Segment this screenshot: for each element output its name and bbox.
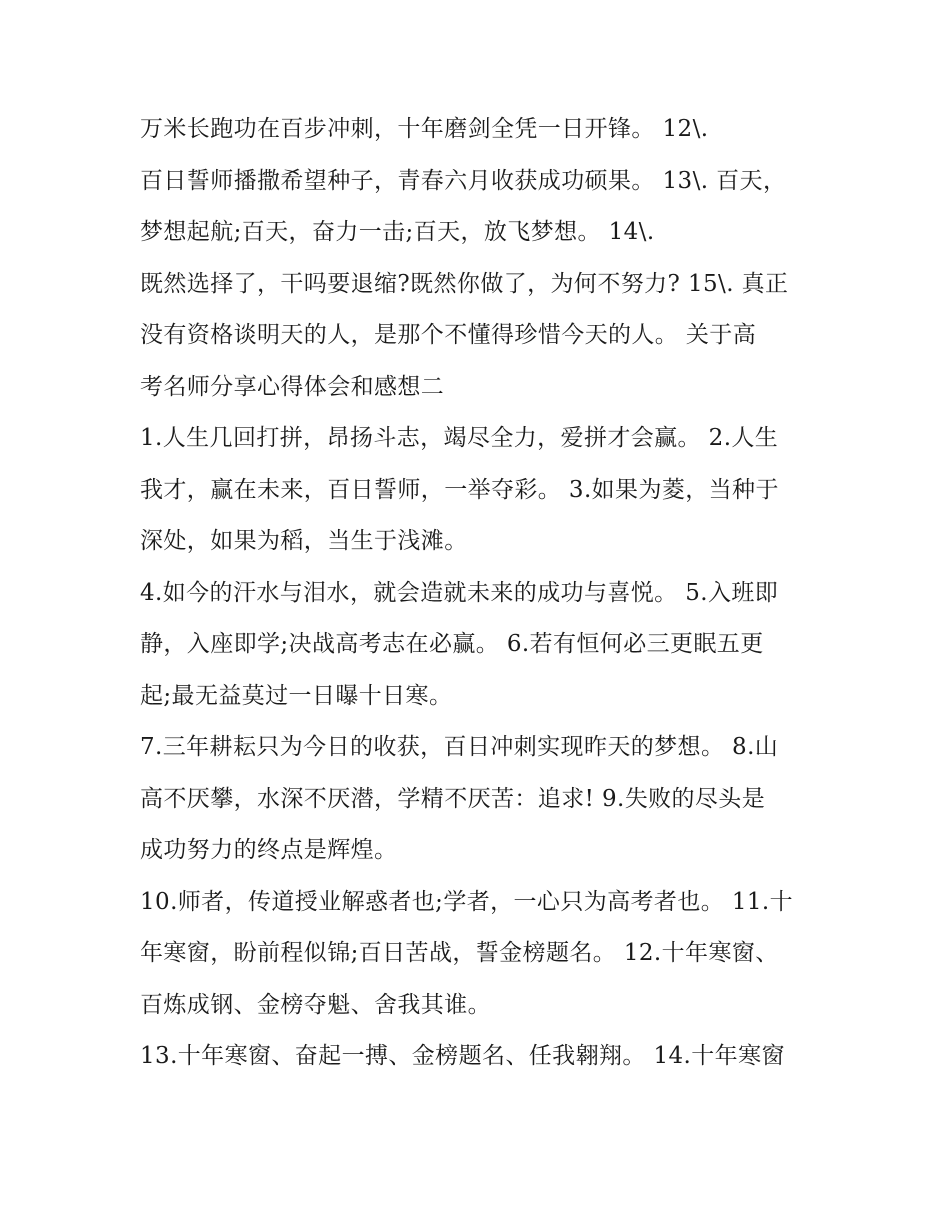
text-line: 静，入座即学;决战高考志在必赢。 6.若有恒何必三更眠五更 [140, 631, 764, 657]
text-line: 成功努力的终点是辉煌。 [140, 837, 398, 863]
text-line: 年寒窗，盼前程似锦;百日苦战，誓金榜题名。 12.十年寒窗、 [140, 940, 779, 966]
text-line: 既然选择了，干吗要退缩?既然你做了，为何不努力? 15\. 真正 [140, 270, 789, 297]
text-line: 百日誓师播撒希望种子，青春六月收获成功硕果。 13\. 百天， [140, 167, 787, 194]
text-line: 10.师者，传道授业解惑者也;学者，一心只为高考者也。 11.十 [140, 888, 794, 915]
text-line: 7.三年耕耘只为今日的收获，百日冲刺实现昨天的梦想。 8.山 [140, 734, 779, 760]
text-line: 梦想起航;百天，奋力一击;百天，放飞梦想。 14\. [140, 219, 655, 245]
text-line: 百炼成钢、金榜夺魁、舍我其谁。 [140, 991, 491, 1018]
text-line: 高不厌攀，水深不厌潜，学精不厌苦：追求! 9.失败的尽头是 [140, 785, 766, 812]
text-line: 万米长跑功在百步冲刺，十年磨剑全凭一日开锋。 12\. [140, 116, 709, 142]
document-body [140, 104, 820, 1083]
text-line: 4.如今的汗水与泪水，就会造就未来的成功与喜悦。 5.入班即 [140, 579, 779, 606]
text-line: 1.人生几回打拼，昂扬斗志，竭尽全力，爱拼才会赢。 2.人生 [140, 425, 779, 451]
text-line: 起;最无益莫过一日曝十日寒。 [140, 682, 453, 709]
text-line: 深处，如果为稻，当生于浅滩。 [140, 528, 468, 554]
text-line: 我才，赢在未来，百日誓师，一举夺彩。 3.如果为菱，当种于 [140, 476, 779, 503]
section-heading: 考名师分享心得体会和感想二 [140, 373, 445, 400]
text-line: 13.十年寒窗、奋起一搏、金榜题名、任我翱翔。 14.十年寒窗 [140, 1043, 785, 1069]
text-line: 没有资格谈明天的人，是那个不懂得珍惜今天的人。 关于高 [140, 322, 757, 348]
